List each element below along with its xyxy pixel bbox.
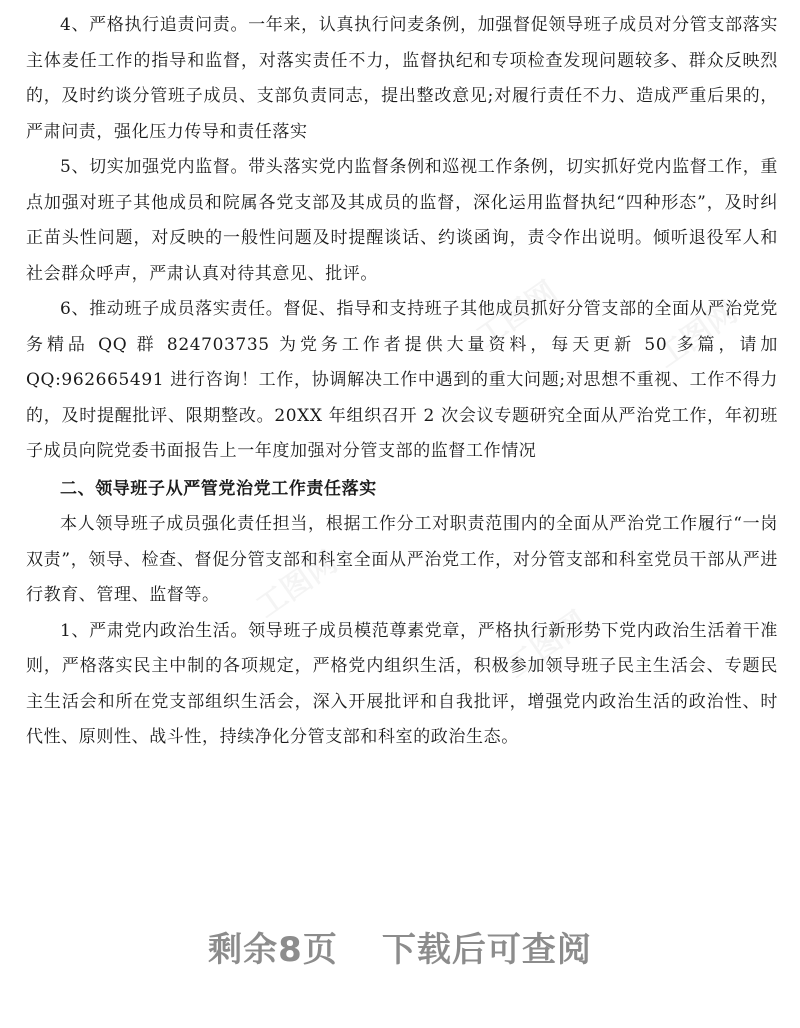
download-to-view-text: 下载后可查阅 — [381, 930, 592, 970]
section-intro-paragraph: 本人领导班子成员强化责任担当，根据工作分工对职责范围内的全面从严治党工作履行“一岗双责”，领导、检查、督促分管支部和科室全面从严治党工作，对分管支部和科室党员干部从严进行教育、管理、监督等。 — [26, 514, 778, 605]
download-prompt[interactable] — [0, 922, 800, 971]
paragraph-section-item-1: 1、严肃党内政治生活。领导班子成员模范尊素党章，严格执行新形势下党内政治生活着干准则，严格落实民主中制的各项规定，严格党内组织生活，积极参加领导班子民主生活会、专题民主生活会和所在党支部组织生活会，深入开展批评和自我批评，增强党内政治生活的政治性、时代性、原则性、战斗性，持续净化分管支部和科室的政治生态。 — [26, 620, 778, 747]
remaining-pages-text: 剩余8页 — [208, 930, 338, 970]
paragraph-item-5: 5、切实加强党内监督。带头落实党内监督条例和巡视工作条例，切实抓好党内监督工作，重点加强对班子其他成员和院属各党支部及其成员的监督，深化运用监督执纪“四种形态”，及时纠正苗头性问题，对反映的一般性问题及时提醒谈话、约谈函询，责令作出说明。倾听退役军人和社会群众呼声，严肃认真对待其意见、批评。 — [26, 157, 778, 284]
paragraph-item-4: 4、严格执行追责问责。一年来，认真执行问麦条例，加强督促领导班子成员对分管支部落实主体麦任工作的指导和监督，对落实责任不力，监督执纪和专项检查发现问题较多、群众反映烈的，及时约谈分管班子成员、支部负责同志，提出整改意见;对履行责任不力、造成严重后果的，严肃问责，强化压力传导和责任落实 — [26, 15, 778, 142]
document-body — [26, 8, 778, 756]
paragraph-item-6: 6、推动班子成员落实责任。督促、指导和支持班子其他成员抓好分管支部的全面从严治党党务精品 QQ 群 824703735 为党务工作者提供大量资料，每天更新 50 多篇，请加 QQ:962665491 进行咨询！工作，协调解决工作中遇到的重大问题;对思想不重视、工作不得力的，及时提醒批评、限期整改。20XX 年组织召开 2 次会议专题研究全面从严治党工作，年初班子成员向院党委书面报告上一年度加强对分管支部的监督工作情况 — [26, 299, 778, 461]
section-heading: 二、领导班子从严管党治党工作责任落实 — [60, 478, 377, 499]
